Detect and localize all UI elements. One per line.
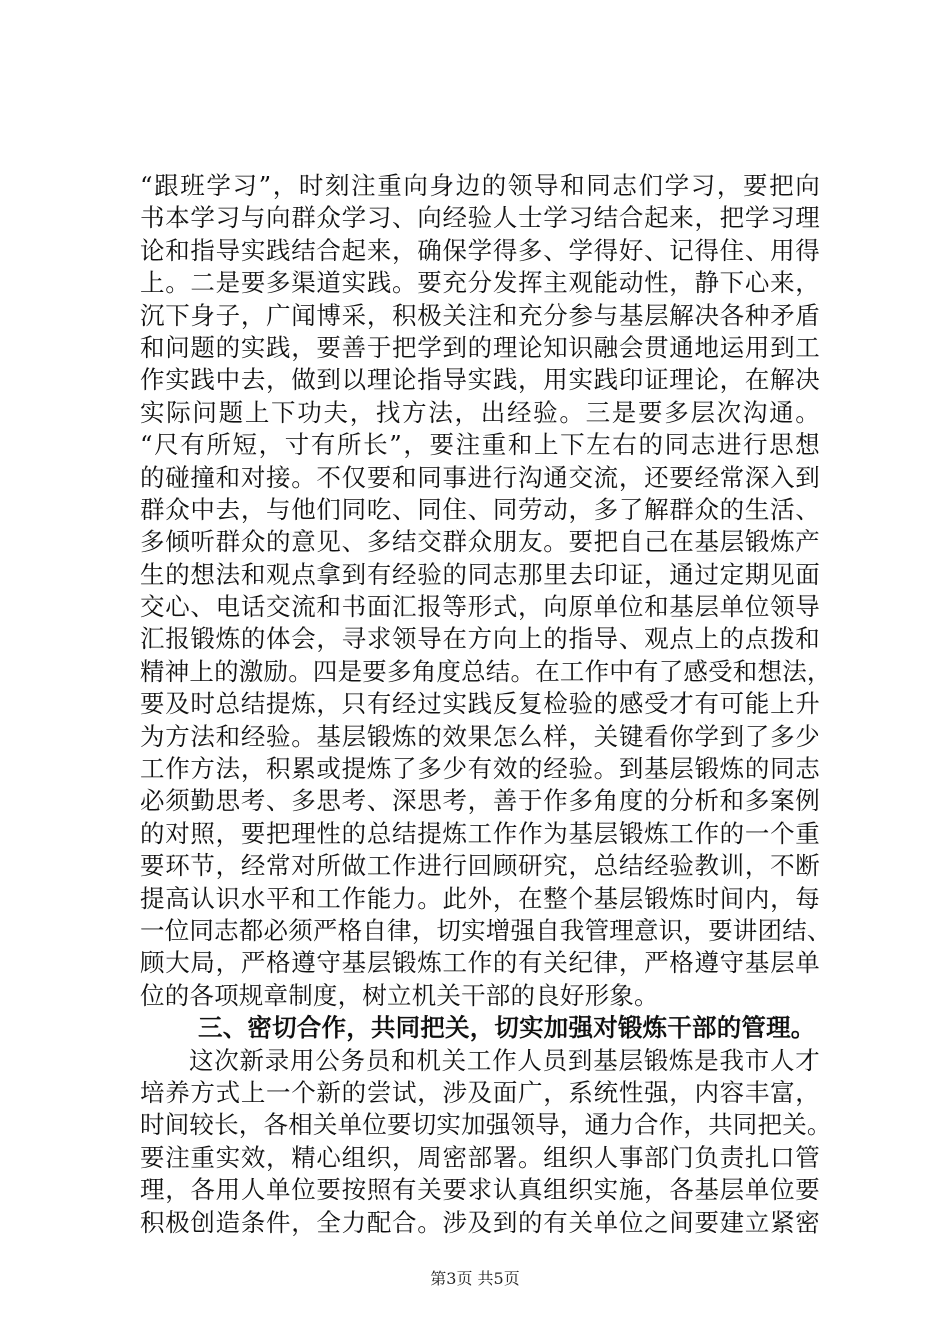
text-line: 的碰撞和对接。不仅要和同事进行沟通交流，还要经常深入到	[140, 462, 820, 492]
body-text	[140, 170, 832, 1239]
text-line: 实际问题上下功夫，找方法，出经验。三是要多层次沟通。	[140, 397, 820, 427]
text-line: 群众中去，与他们同吃、同住、同劳动，多了解群众的生活、	[140, 494, 820, 524]
text-line: 这次新录用公务员和机关工作人员到基层锻炼是我市人才	[189, 1045, 820, 1075]
text-line: 论和指导实践结合起来，确保学得多、学得好、记得住、用得	[140, 235, 820, 265]
text-line: 和问题的实践，要善于把学到的理论知识融会贯通地运用到工	[140, 332, 820, 362]
text-line: 精神上的激励。四是要多角度总结。在工作中有了感受和想法，	[140, 656, 832, 686]
text-line: 积极创造条件，全力配合。涉及到的有关单位之间要建立紧密	[140, 1207, 820, 1237]
text-line: 书本学习与向群众学习、向经验人士学习结合起来，把学习理	[140, 203, 820, 233]
text-line: 理，各用人单位要按照有关要求认真组织实施，各基层单位要	[140, 1175, 820, 1205]
text-line: 要注重实效，精心组织，周密部署。组织人事部门负责扎口管	[140, 1142, 820, 1172]
text-line: 培养方式上一个新的尝试，涉及面广，系统性强，内容丰富，	[140, 1077, 820, 1107]
text-line: 一位同志都必须严格自律，切实增强自我管理意识，要讲团结、	[140, 915, 832, 945]
section-heading: 三、密切合作，共同把关，切实加强对锻炼干部的管理。	[198, 1013, 816, 1043]
text-line: 时间较长，各相关单位要切实加强领导，通力合作，共同把关。	[140, 1110, 832, 1140]
text-line: 为方法和经验。基层锻炼的效果怎么样，关键看你学到了多少	[140, 721, 820, 751]
text-line: 作实践中去，做到以理论指导实践，用实践印证理论，在解决	[140, 365, 820, 395]
text-line: 的对照，要把理性的总结提炼工作作为基层锻炼工作的一个重	[140, 818, 820, 848]
text-line: 要及时总结提炼，只有经过实践反复检验的感受才有可能上升	[140, 689, 820, 719]
text-line: 位的各项规章制度，树立机关干部的良好形象。	[140, 980, 659, 1010]
text-line: 多倾听群众的意见、多结交群众朋友。要把自己在基层锻炼产	[140, 527, 820, 557]
text-line: 交心、电话交流和书面汇报等形式，向原单位和基层单位领导	[140, 592, 820, 622]
text-line: “尺有所短，寸有所长”，要注重和上下左右的同志进行思想	[140, 430, 820, 460]
text-line: 顾大局，严格遵守基层锻炼工作的有关纪律，严格遵守基层单	[140, 948, 820, 978]
text-line: “跟班学习”，时刻注重向身边的领导和同志们学习，要把向	[140, 171, 820, 200]
text-line: 必须勤思考、多思考、深思考，善于作多角度的分析和多案例	[140, 786, 820, 816]
text-line: 提高认识水平和工作能力。此外，在整个基层锻炼时间内，每	[140, 883, 820, 913]
text-line: 生的想法和观点拿到有经验的同志那里去印证，通过定期见面	[140, 559, 820, 589]
text-line: 上。二是要多渠道实践。要充分发挥主观能动性，静下心来，	[140, 268, 820, 298]
text-line: 工作方法，积累或提炼了多少有效的经验。到基层锻炼的同志	[140, 754, 820, 784]
text-line: 沉下身子，广闻博采，积极关注和充分参与基层解决各种矛盾	[140, 300, 820, 330]
page-number-footer: 第3页 共5页	[430, 1269, 520, 1288]
text-line: 要环节，经常对所做工作进行回顾研究，总结经验教训，不断	[140, 851, 820, 881]
text-line: 汇报锻炼的体会，寻求领导在方向上的指导、观点上的点拨和	[140, 624, 820, 654]
